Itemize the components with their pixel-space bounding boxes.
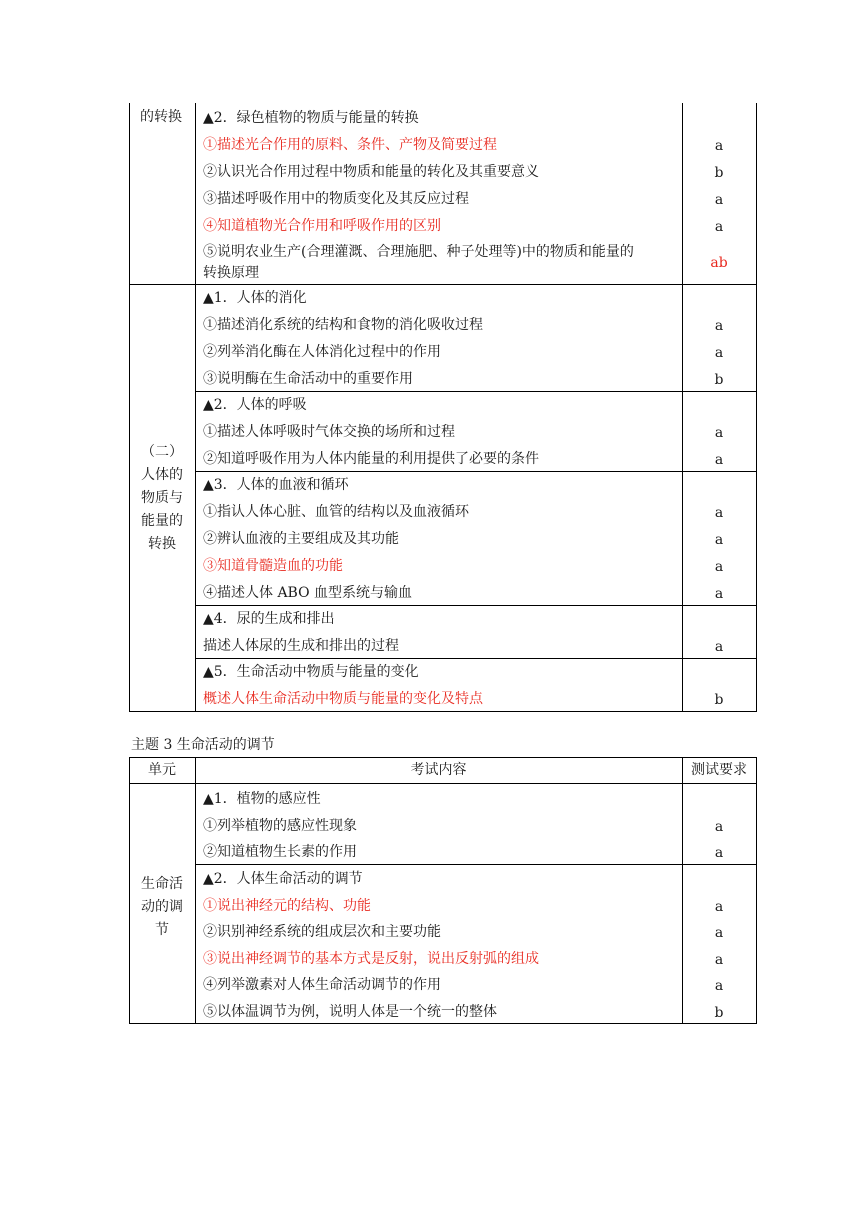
level-value: b bbox=[714, 372, 724, 388]
content-item: ①描述人体呼吸时气体交换的场所和过程 bbox=[203, 424, 455, 440]
content-item: ①描述光合作用的原料、条件、产物及简要过程 bbox=[203, 137, 497, 153]
header-content: 考试内容 bbox=[410, 762, 467, 778]
section-heading: ▲1．植物的感应性 bbox=[203, 791, 321, 807]
level-value: a bbox=[714, 138, 724, 154]
content-item: ③描述呼吸作用中的物质变化及其反应过程 bbox=[203, 191, 469, 207]
content-item: ③知道骨髓造血的功能 bbox=[203, 558, 343, 574]
content-item: ③说出神经调节的基本方式是反射，说出反射弧的组成 bbox=[203, 951, 539, 967]
header-level: 测试要求 bbox=[691, 762, 747, 778]
header-unit: 单元 bbox=[148, 762, 176, 778]
section-heading: ▲2．人体的呼吸 bbox=[203, 397, 307, 413]
section-heading: ▲5．生命活动中物质与能量的变化 bbox=[203, 664, 419, 680]
level-value: a bbox=[714, 586, 724, 602]
level-value: ab bbox=[710, 255, 728, 271]
unit-label-continued: 的转换 bbox=[140, 109, 182, 125]
section-heading: ▲2．人体生命活动的调节 bbox=[203, 871, 363, 887]
level-value: b bbox=[714, 165, 724, 181]
level-value: a bbox=[714, 219, 724, 235]
content-item: ④知道植物光合作用和呼吸作用的区别 bbox=[203, 218, 441, 234]
content-item: ①列举植物的感应性现象 bbox=[203, 818, 357, 834]
level-value: a bbox=[714, 559, 724, 575]
content-item: ①说出神经元的结构、功能 bbox=[203, 898, 371, 914]
level-value: b bbox=[714, 692, 724, 708]
content-item: ①描述消化系统的结构和食物的消化吸收过程 bbox=[203, 317, 483, 333]
level-value: b bbox=[714, 1005, 724, 1021]
content-item: 描述人体尿的生成和排出的过程 bbox=[203, 638, 399, 654]
content-item: ②知道植物生长素的作用 bbox=[203, 844, 357, 860]
content-item: ③说明酶在生命活动中的重要作用 bbox=[203, 371, 413, 387]
level-value: a bbox=[714, 978, 724, 994]
section-heading: ▲1．人体的消化 bbox=[203, 290, 307, 306]
level-value: a bbox=[714, 192, 724, 208]
content-item: ②知道呼吸作用为人体内能量的利用提供了必要的条件 bbox=[203, 451, 539, 467]
level-value: a bbox=[714, 532, 724, 548]
content-item: ②辨认血液的主要组成及其功能 bbox=[203, 531, 399, 547]
content-item: 概述人体生命活动中物质与能量的变化及特点 bbox=[203, 691, 483, 707]
level-value: a bbox=[714, 952, 724, 968]
content-item-continuation: 转换原理 bbox=[203, 265, 259, 281]
level-value: a bbox=[714, 925, 724, 941]
level-value: a bbox=[714, 845, 724, 861]
level-value: a bbox=[714, 505, 724, 521]
table-caption: 主题 3 生命活动的调节 bbox=[131, 737, 275, 753]
level-value: a bbox=[714, 899, 724, 915]
content-item: ②列举消化酶在人体消化过程中的作用 bbox=[203, 344, 441, 360]
content-item: ①指认人体心脏、血管的结构以及血液循环 bbox=[203, 504, 469, 520]
content-item: ⑤说明农业生产(合理灌溉、合理施肥、种子处理等)中的物质和能量的 bbox=[203, 244, 634, 260]
page: 的转换 （二） 人体的 物质与 能量的 转换 ▲2．绿色植物的物质与能量的转换 ①描述光合作用的原料、条件、产物及简要过程 a ②认识光合作用过程中物质和能量的转化及其重要意义 b ③描述呼吸作用中的物质变化及其反应过程 a ④知道植物光合作用和呼吸作用的区别 a ⑤说明农业生产(合理灌溉、合理施肥、种子处理等)中的物质和能量的 转换原理 ab ▲1．人体的消化 ①描述消化系统的结构和食物的消化吸收过程 a ②列举消化酶在人体消化过程中的作用 a ③说明酶在生命活动中的重要作用 b ▲2．人体的呼吸 ①描述人体呼吸时气体交换的场所和过程 a ②知道呼吸作用为人体内能量的利用提供了必要的条件 a ▲3．人体的血液和循环 ①指认人体心脏、血管的结构以及血液循环 a ②辨认血液的主要组成及其功能 a ③知道骨髓造血的功能 a ④描述人体 ABO 血型系统与输血 a ▲4．尿的生成和排出 描述人体尿的生成和排出的过程 a ▲5．生命活动中物质与能量的变化 概述人体生命活动中物质与能量的变化及特点 b 主题 3 生命活动的调节 单元 考试内容 测试要求 生命活 动的调 节 ▲1．植物的感应性 ①列举植物的感应性现象 a ②知道植物生长素的作用 a ▲2．人体生命活动的调节 ①说出神经元的结构、功能 a ②识别神经系统的组成层次和主要功能 a ③说出神经调节的基本方式是反射，说出反射弧的组成 a ④列举激素对人体生命活动调节的作用 a ⑤以体温调节为例，说明人体是一个统一的整体 b bbox=[0, 0, 860, 1216]
level-value: a bbox=[714, 318, 724, 334]
content-item: ②识别神经系统的组成层次和主要功能 bbox=[203, 924, 441, 940]
level-value: a bbox=[714, 345, 724, 361]
section-heading: ▲3．人体的血液和循环 bbox=[203, 477, 349, 493]
content-item: ④描述人体 ABO 血型系统与输血 bbox=[203, 585, 413, 601]
content-item: ②认识光合作用过程中物质和能量的转化及其重要意义 bbox=[203, 164, 539, 180]
level-value: a bbox=[714, 452, 724, 468]
content-item: ④列举激素对人体生命活动调节的作用 bbox=[203, 977, 441, 993]
level-value: a bbox=[714, 639, 724, 655]
content-item: ⑤以体温调节为例，说明人体是一个统一的整体 bbox=[203, 1004, 497, 1020]
level-value: a bbox=[714, 819, 724, 835]
section-heading: ▲2．绿色植物的物质与能量的转换 bbox=[203, 110, 419, 126]
section-heading: ▲4．尿的生成和排出 bbox=[203, 611, 335, 627]
level-value: a bbox=[714, 425, 724, 441]
